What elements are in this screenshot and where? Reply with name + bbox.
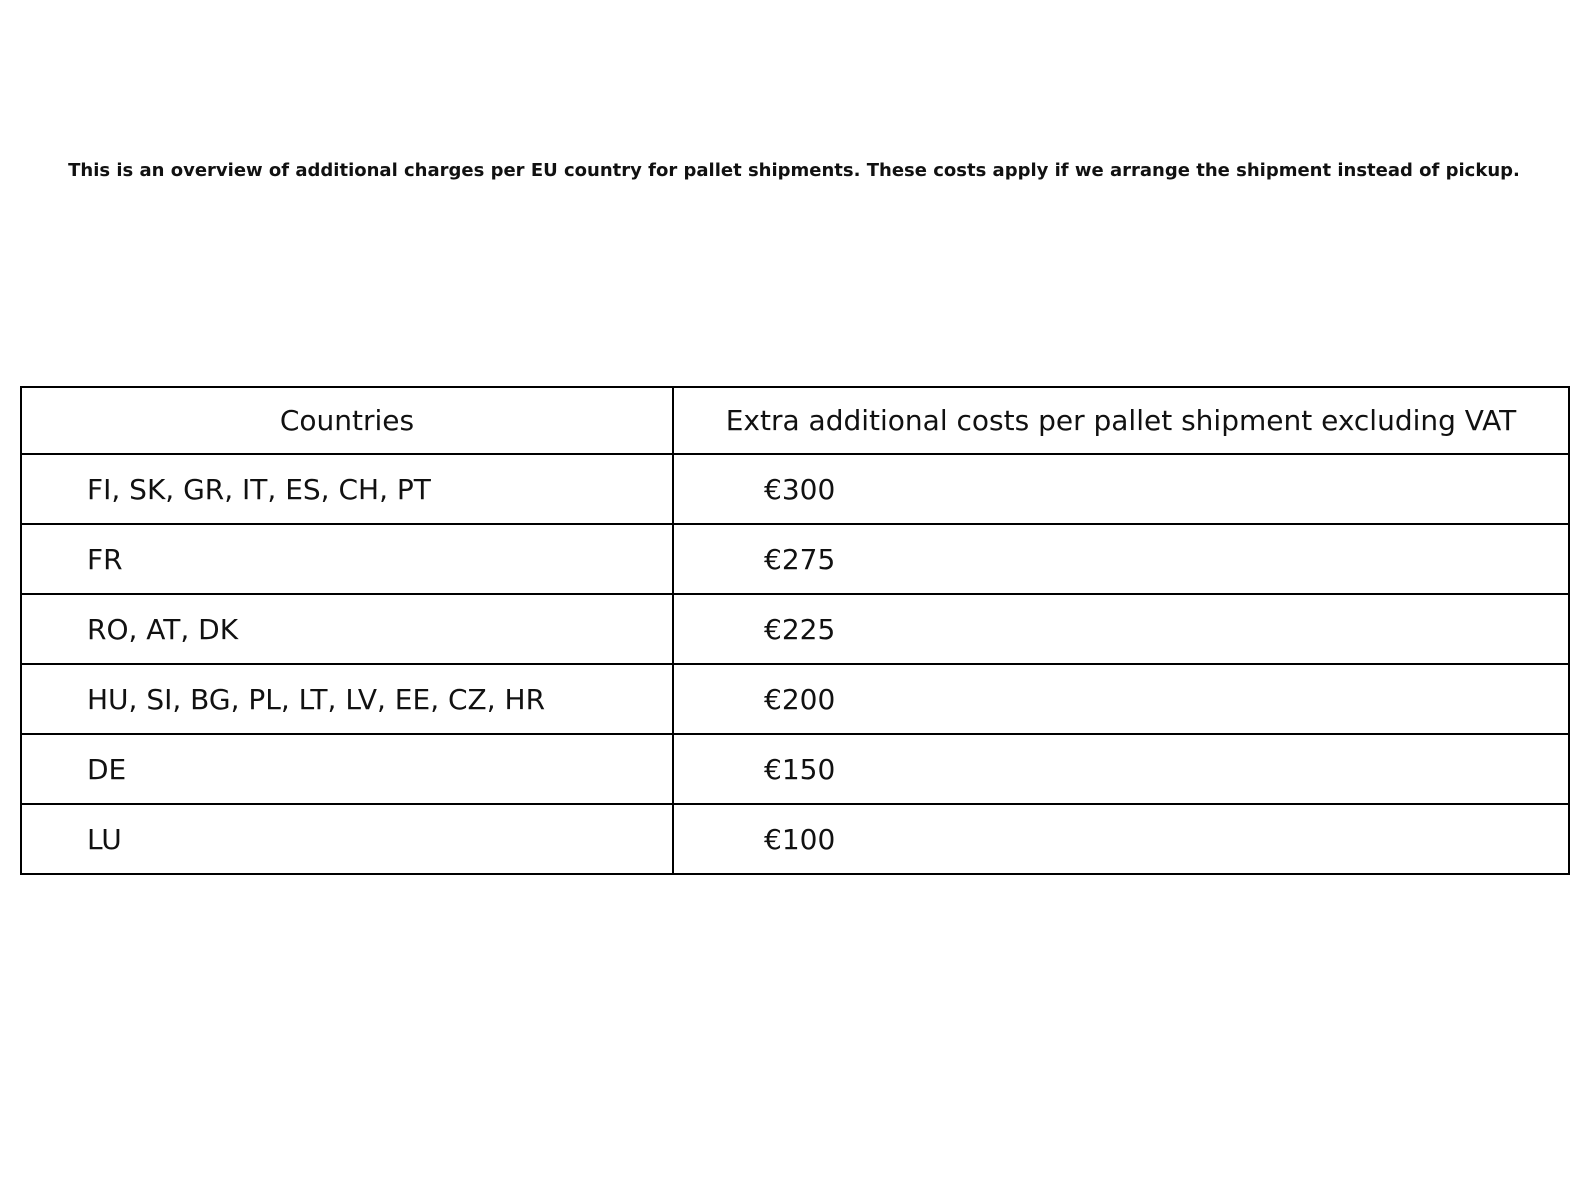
countries-cell: RO, AT, DK [21,594,673,664]
column-header-costs: Extra additional costs per pallet shipment excluding VAT [673,387,1569,454]
cost-cell: €275 [673,524,1569,594]
cost-cell: €225 [673,594,1569,664]
intro-text: This is an overview of additional charges per EU country for pallet shipments. These costs apply if we arrange the shipment instead of pickup. [68,160,1520,181]
table-row [21,594,1569,664]
countries-cell: DE [21,734,673,804]
table-row [21,734,1569,804]
countries-cell: LU [21,804,673,874]
column-header-countries: Countries [21,387,673,454]
table-row [21,524,1569,594]
table-header-row [21,387,1569,454]
cost-cell: €300 [673,454,1569,524]
cost-cell: €150 [673,734,1569,804]
cost-cell: €200 [673,664,1569,734]
cost-cell: €100 [673,804,1569,874]
countries-cell: FI, SK, GR, IT, ES, CH, PT [21,454,673,524]
charges-table [20,386,1570,875]
countries-cell: FR [21,524,673,594]
table-row [21,454,1569,524]
table-row [21,804,1569,874]
table-row [21,664,1569,734]
countries-cell: HU, SI, BG, PL, LT, LV, EE, CZ, HR [21,664,673,734]
